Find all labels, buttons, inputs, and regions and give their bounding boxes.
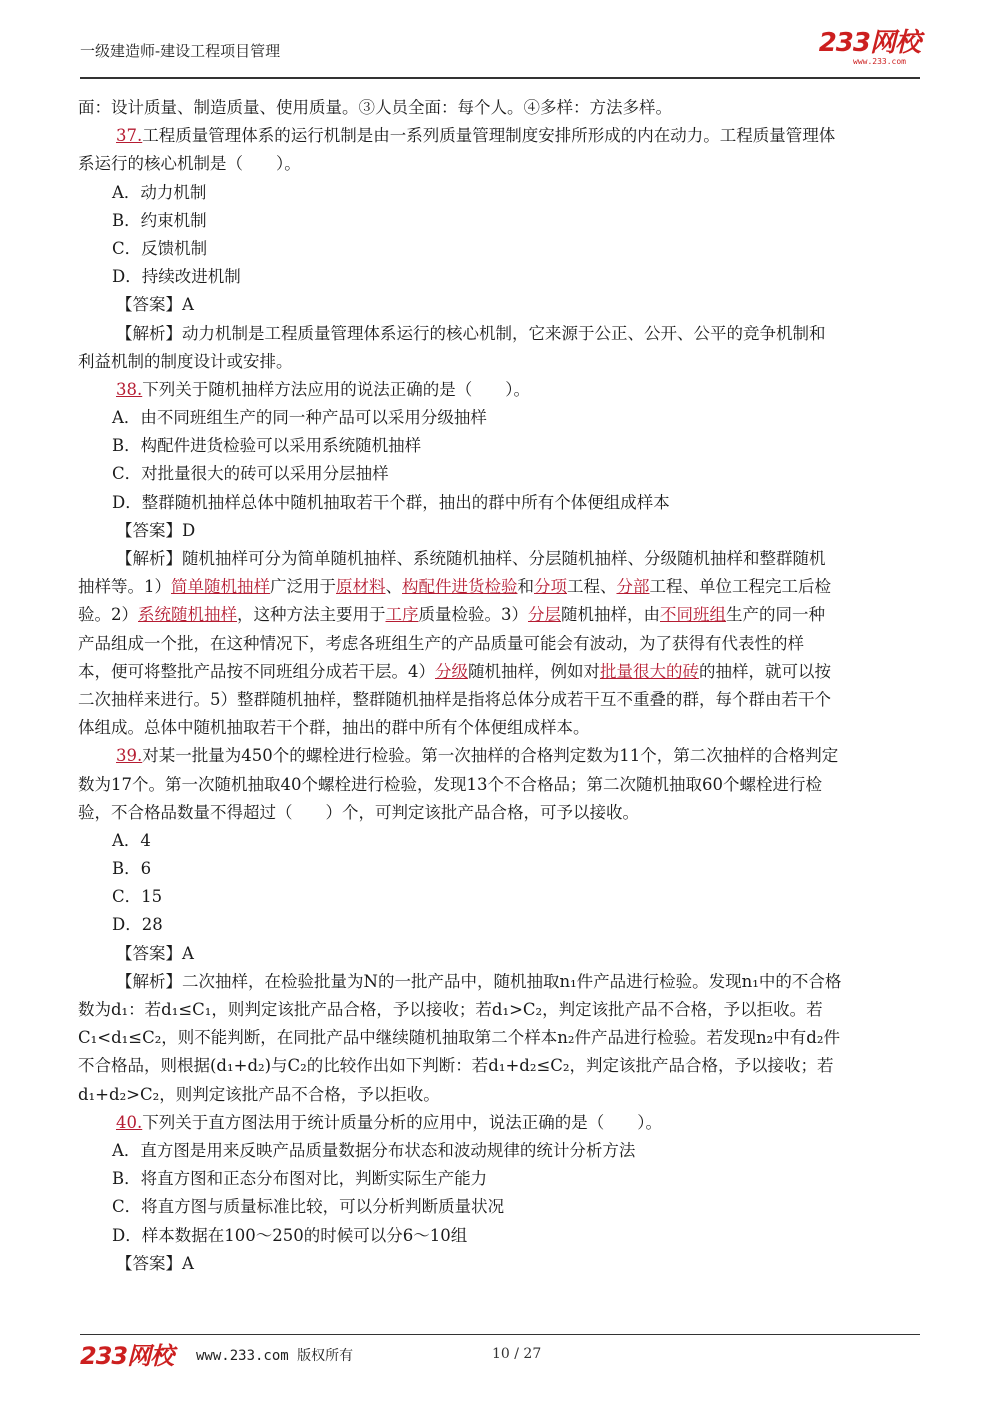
logo-url: www.233.com xyxy=(853,57,906,66)
explanation-cont: 体组成。总体中随机抽取若干个群，抽出的群中所有个体便组成样本。 xyxy=(78,718,590,738)
option-a: A．4 xyxy=(112,830,151,850)
explanation-cont: 本，便可将整批产品按不同班组分成若干层。4）分级随机抽样，例如对批量很大的砖的抽样，就可以按 xyxy=(78,661,831,681)
option-d: D．28 xyxy=(112,915,163,935)
keyword: 分层 xyxy=(528,605,561,625)
continuation-text: 面：设计质量、制造质量、使用质量。③人员全面：每个人。④多样：方法多样。 xyxy=(78,98,672,117)
answer: 【答案】D xyxy=(116,520,196,540)
explanation-cont: 验。2）系统随机抽样，这种方法主要用于工序质量检验。3）分层随机抽样，由不同班组生产的同一种 xyxy=(78,605,825,625)
document-body xyxy=(78,94,922,1278)
explanation-cont: 不合格品，则根据(d₁+d₂)与C₂的比较作出如下判断：若d₁+d₂≤C₂，判定该批产品合格，予以接收；若 xyxy=(78,1056,834,1076)
footer-divider xyxy=(80,1334,920,1335)
question-number: 37. xyxy=(116,126,143,146)
keyword: 分部 xyxy=(616,577,650,597)
footer-copyright: www.233.com 版权所有 xyxy=(196,1348,354,1364)
footer-logo: 233网校 xyxy=(80,1342,174,1370)
option-c: C．将直方图与质量标准比较，可以分析判断质量状况 xyxy=(112,1197,505,1217)
question-number: 39. xyxy=(116,746,143,766)
keyword: 简单随机抽样 xyxy=(171,577,270,597)
brand-logo xyxy=(819,30,920,66)
option-d: D．持续改进机制 xyxy=(112,267,241,287)
answer: 【答案】A xyxy=(116,943,194,963)
question-number: 38. xyxy=(116,379,143,399)
option-b: B．6 xyxy=(112,859,152,879)
question-40-stem: 40.下列关于直方图法用于统计质量分析的应用中，说法正确的是（ ）。 xyxy=(116,1112,662,1132)
question-39-stem-cont: 验，不合格品数量不得超过（ ）个，可判定该批产品合格，可予以接收。 xyxy=(78,802,639,822)
option-d: D．样本数据在100～250的时候可以分6～10组 xyxy=(112,1225,468,1245)
option-b: B．构配件进货检验可以采用系统随机抽样 xyxy=(112,436,422,456)
explanation-cont: C₁<d₁≤C₂，则不能判断，在同批产品中继续随机抽取第二个样本n₂件产品进行检验。若发现n₂中有d₂件 xyxy=(78,1028,840,1048)
question-37-stem: 37.工程质量管理体系的运行机制是由一系列质量管理制度安排所形成的内在动力。工程质量管理体 xyxy=(116,126,836,146)
keyword: 不同班组 xyxy=(660,605,726,625)
keyword: 原材料 xyxy=(336,577,386,597)
keyword: 批量很大的砖 xyxy=(600,661,699,681)
option-b: B．约束机制 xyxy=(112,210,207,230)
question-number: 40. xyxy=(116,1112,143,1132)
keyword: 分项 xyxy=(534,577,567,597)
explanation: 【解析】动力机制是工程质量管理体系运行的核心机制，它来源于公正、公开、公平的竞争机制和 xyxy=(116,323,826,343)
option-c: C．对批量很大的砖可以采用分层抽样 xyxy=(112,464,389,484)
option-c: C．15 xyxy=(112,887,163,907)
explanation-cont: d₁+d₂>C₂，则判定该批产品不合格，予以拒收。 xyxy=(78,1084,440,1104)
explanation: 【解析】二次抽样，在检验批量为N的一批产品中，随机抽取n₁件产品进行检验。发现n₁中的不合格 xyxy=(116,971,842,991)
explanation-cont: 二次抽样来进行。5）整群随机抽样，整群随机抽样是指将总体分成若干互不重叠的群，每个群由若干个 xyxy=(78,689,831,709)
explanation-cont: 利益机制的制度设计或安排。 xyxy=(78,351,293,371)
explanation: 【解析】随机抽样可分为简单随机抽样、系统随机抽样、分层随机抽样、分级随机抽样和整群随机 xyxy=(116,549,826,568)
answer: 【答案】A xyxy=(116,1253,194,1273)
page-number: 10 / 27 xyxy=(492,1346,542,1362)
option-d: D．整群随机抽样总体中随机抽取若干个群，抽出的群中所有个体便组成样本 xyxy=(112,492,670,512)
option-a: A．由不同班组生产的同一种产品可以采用分级抽样 xyxy=(112,408,487,428)
keyword: 分级 xyxy=(435,661,468,681)
option-b: B．将直方图和正态分布图对比，判断实际生产能力 xyxy=(112,1169,488,1189)
keyword: 构配件进货检验 xyxy=(402,577,518,597)
page-header xyxy=(80,30,920,76)
document-title: 一级建造师-建设工程项目管理 xyxy=(80,42,281,60)
explanation-cont: 数为d₁：若d₁≤C₁，则判定该批产品合格，予以接收；若d₁>C₂，判定该批产品不合格，予以拒收。若 xyxy=(78,1000,823,1019)
explanation-cont: 产品组成一个批，在这种情况下，考虑各班组生产的产品质量可能会有波动，为了获得有代表性的样 xyxy=(78,633,804,653)
header-divider xyxy=(80,77,920,79)
keyword: 工序 xyxy=(385,605,419,625)
question-38-stem: 38.下列关于随机抽样方法应用的说法正确的是（ ）。 xyxy=(116,379,530,399)
logo-text: 233网校 xyxy=(818,28,920,58)
question-39-stem: 39.对某一批量为450个的螺栓进行检验。第一次抽样的合格判定数为11个，第二次抽样的合格判定 xyxy=(116,746,839,766)
answer: 【答案】A xyxy=(116,295,194,315)
question-39-stem-cont: 数为17个。第一次随机抽取40个螺栓进行检验，发现13个不合格品；第二次随机抽取60个螺栓进行检 xyxy=(78,774,822,794)
option-c: C．反馈机制 xyxy=(112,238,208,258)
keyword: 系统随机抽样 xyxy=(138,605,237,625)
option-a: A．动力机制 xyxy=(112,182,207,202)
question-37-stem-cont: 系运行的核心机制是（ ）。 xyxy=(78,154,301,174)
explanation-cont: 抽样等。1）简单随机抽样广泛用于原材料、构配件进货检验和分项工程、分部工程、单位工程完工后检 xyxy=(78,577,831,597)
option-a: A．直方图是用来反映产品质量数据分布状态和波动规律的统计分析方法 xyxy=(112,1140,636,1160)
